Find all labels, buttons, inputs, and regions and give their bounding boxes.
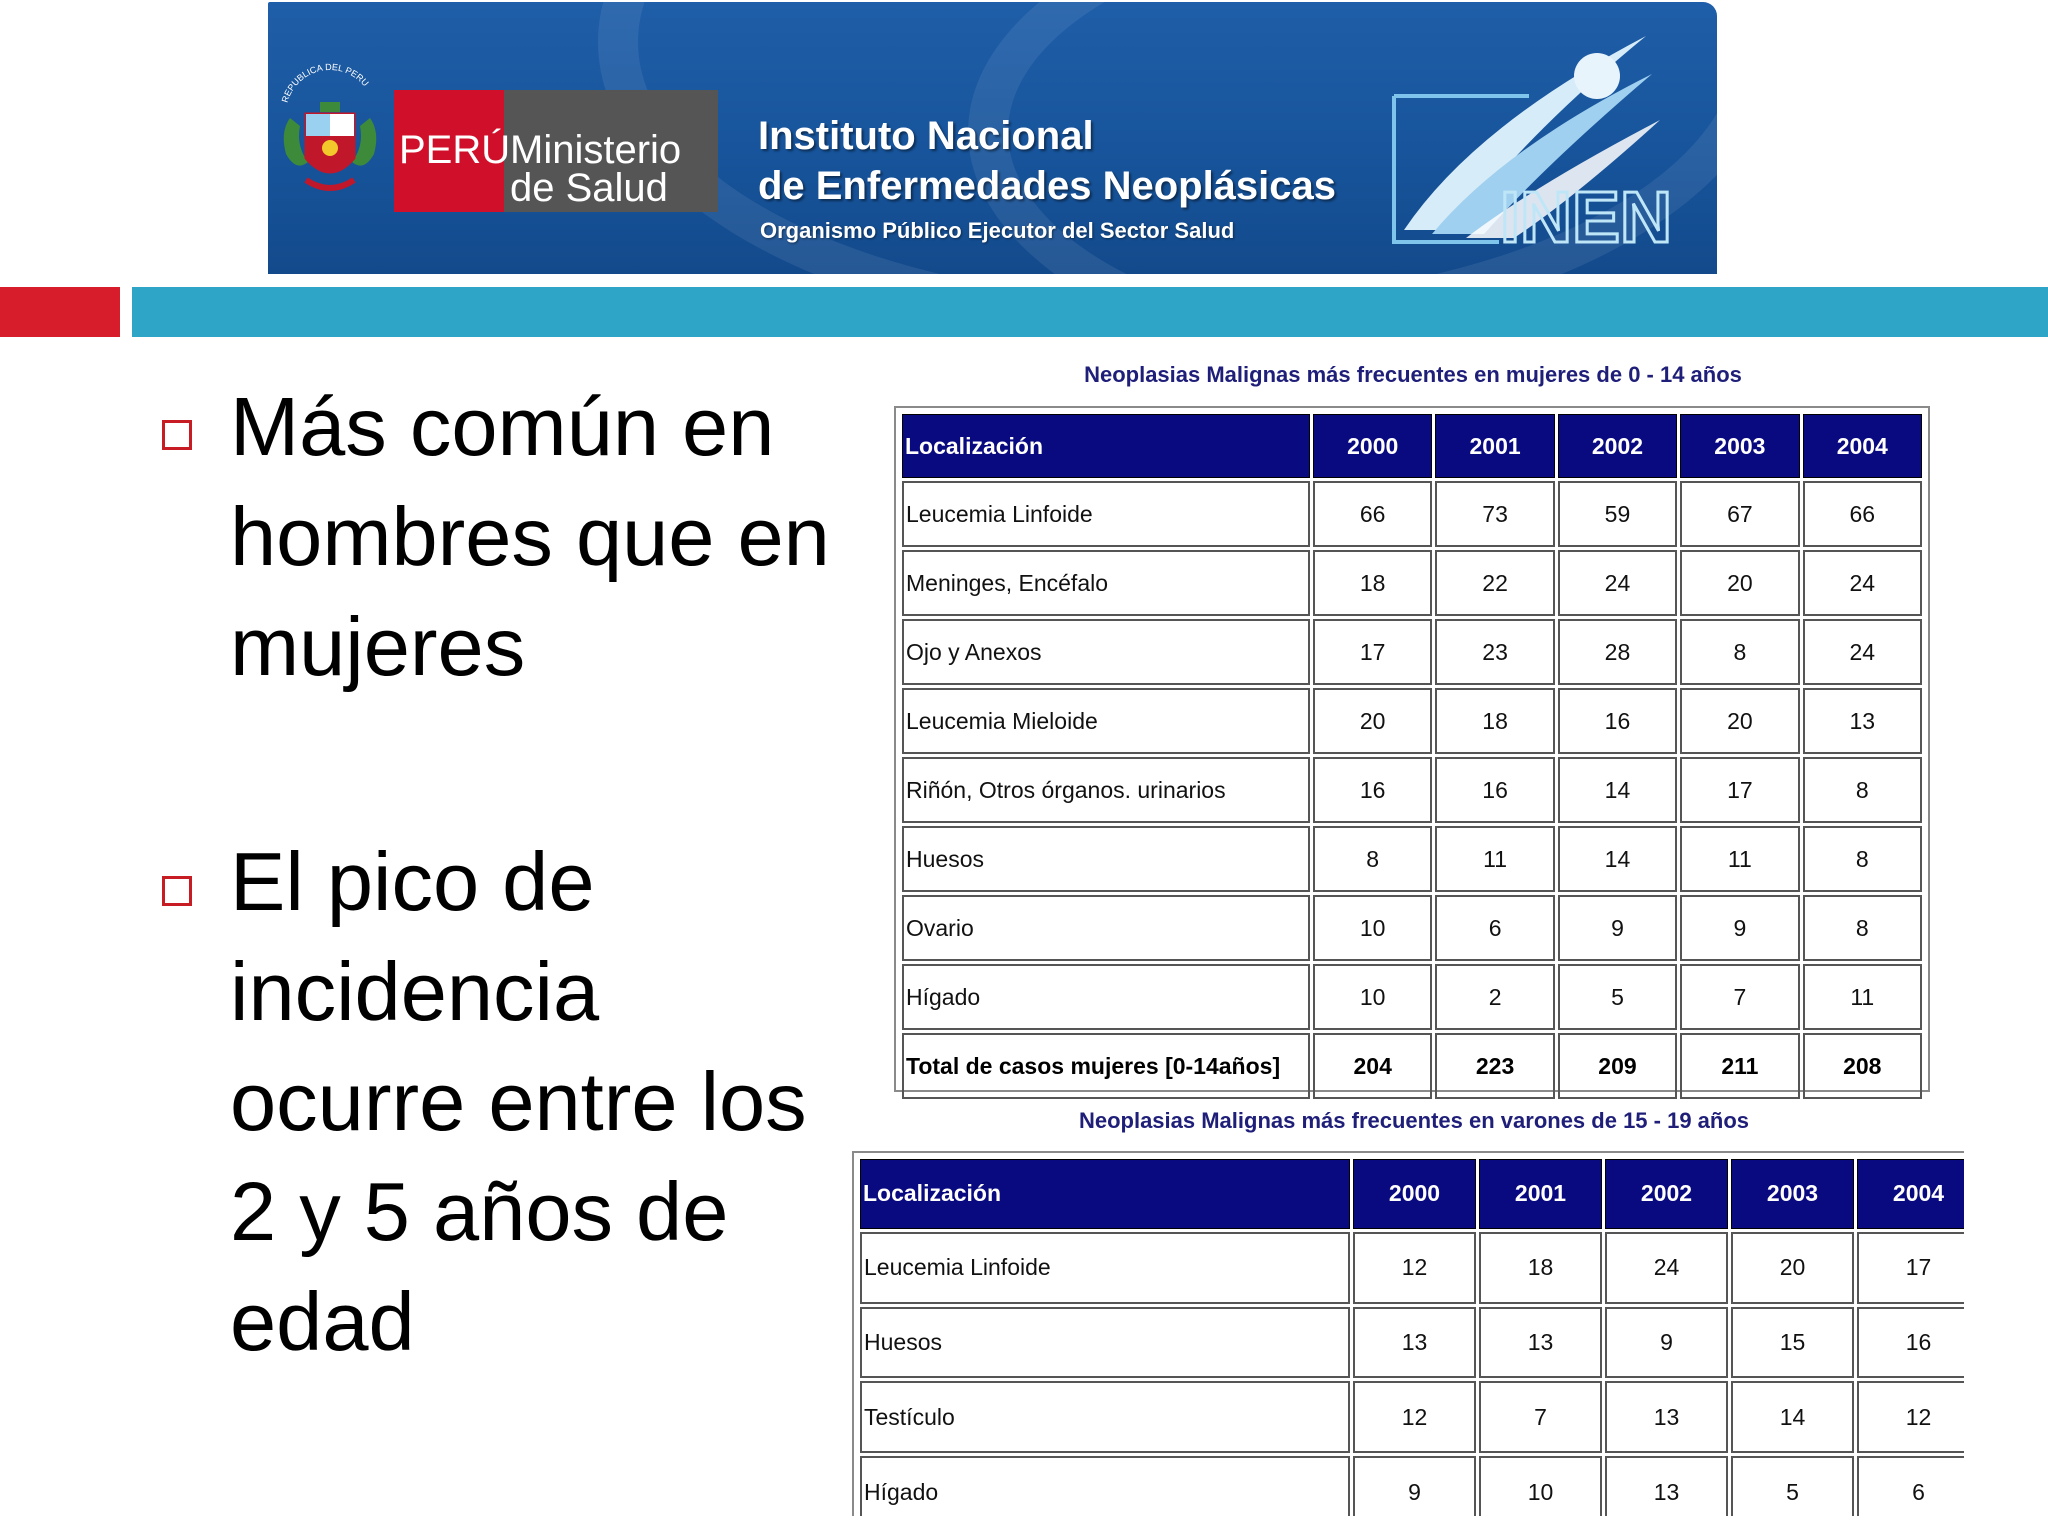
peru-wordmark: PERÚ <box>399 128 511 172</box>
table-row <box>902 757 1922 823</box>
column-header: Localización <box>860 1159 1350 1229</box>
table-cell: 11 <box>1680 826 1799 892</box>
table-row <box>860 1307 1964 1379</box>
table-cell: 73 <box>1435 481 1554 547</box>
table-cell: 5 <box>1558 964 1677 1030</box>
table-cell: 22 <box>1435 550 1554 616</box>
table-cell: 28 <box>1558 619 1677 685</box>
table-cell: 24 <box>1803 550 1922 616</box>
table-cell: 66 <box>1803 481 1922 547</box>
accent-bar-red <box>0 287 120 337</box>
table-cell: 67 <box>1680 481 1799 547</box>
table-cell: 9 <box>1353 1456 1476 1516</box>
table-cell: 16 <box>1857 1307 1964 1379</box>
column-header: 2004 <box>1803 414 1922 478</box>
table-cell: 7 <box>1680 964 1799 1030</box>
table-cell: 18 <box>1313 550 1432 616</box>
table-cell: 20 <box>1313 688 1432 754</box>
table-cell: 16 <box>1558 688 1677 754</box>
institute-subtitle: Organismo Público Ejecutor del Sector Salud <box>760 218 1235 243</box>
table-cell: 7 <box>1479 1381 1602 1453</box>
peru-coat-of-arms-icon <box>276 62 384 202</box>
table-cell: 24 <box>1605 1232 1728 1304</box>
column-header: 2003 <box>1731 1159 1854 1229</box>
column-header: 2002 <box>1558 414 1677 478</box>
column-header: 2000 <box>1353 1159 1476 1229</box>
table-cell: 13 <box>1803 688 1922 754</box>
data-table-boys-15-19 <box>852 1151 1964 1516</box>
table-row <box>902 688 1922 754</box>
table-row <box>860 1456 1964 1516</box>
table-row <box>902 826 1922 892</box>
table-cell: 20 <box>1680 550 1799 616</box>
table-row <box>902 964 1922 1030</box>
table-cell: 16 <box>1313 757 1432 823</box>
bullet-text: El pico de incidencia ocurre entre los 2 y 5 años de edad <box>230 835 807 1368</box>
table-cell: 8 <box>1680 619 1799 685</box>
table-cell: 20 <box>1731 1232 1854 1304</box>
table-cell: 59 <box>1558 481 1677 547</box>
table-cell: Ojo y Anexos <box>902 619 1310 685</box>
institute-name-line2: de Enfermedades Neoplásicas <box>758 164 1337 208</box>
table-viewport <box>852 1151 1964 1516</box>
table-cell: 20 <box>1680 688 1799 754</box>
table-cell: 8 <box>1803 757 1922 823</box>
table-cell: 10 <box>1479 1456 1602 1516</box>
table-cell: 12 <box>1353 1232 1476 1304</box>
bullet-text: Más común en hombres que en mujeres <box>230 380 830 693</box>
accent-bar-teal <box>132 287 2048 337</box>
table-cell: Huesos <box>860 1307 1350 1379</box>
table-cell: 13 <box>1353 1307 1476 1379</box>
table-cell: Hígado <box>902 964 1310 1030</box>
table-cell: 24 <box>1558 550 1677 616</box>
inen-logo-icon <box>1384 16 1714 256</box>
table-cell: Meninges, Encéfalo <box>902 550 1310 616</box>
column-header: Localización <box>902 414 1310 478</box>
table-cell: 14 <box>1731 1381 1854 1453</box>
table-cell: 12 <box>1353 1381 1476 1453</box>
table-header-row <box>902 414 1922 478</box>
table-row <box>860 1381 1964 1453</box>
table-cell: 211 <box>1680 1033 1799 1099</box>
table-cell: 17 <box>1680 757 1799 823</box>
table-cell: 9 <box>1680 895 1799 961</box>
table-cell: 209 <box>1558 1033 1677 1099</box>
table-cell: 223 <box>1435 1033 1554 1099</box>
table-row <box>902 481 1922 547</box>
bullet-square-icon <box>162 420 192 450</box>
table-cell: 208 <box>1803 1033 1922 1099</box>
table-header-row <box>860 1159 1964 1229</box>
table-cell: 12 <box>1857 1381 1964 1453</box>
table-cell: 2 <box>1435 964 1554 1030</box>
table-cell: 17 <box>1313 619 1432 685</box>
table-row <box>860 1232 1964 1304</box>
column-header: 2001 <box>1435 414 1554 478</box>
header-banner <box>268 2 1717 274</box>
seal-text: REPUBLICA DEL PERU <box>279 62 371 104</box>
table-cell: 14 <box>1558 757 1677 823</box>
table-cell: 11 <box>1435 826 1554 892</box>
ministerio-logo <box>394 90 718 212</box>
table-cell: 13 <box>1479 1307 1602 1379</box>
table-cell: 8 <box>1803 826 1922 892</box>
table-cell: Huesos <box>902 826 1310 892</box>
table-row <box>902 895 1922 961</box>
table-cell: 5 <box>1731 1456 1854 1516</box>
table-cell: 9 <box>1605 1307 1728 1379</box>
inen-wordmark: INEN <box>1500 178 1673 256</box>
table-cell: 13 <box>1605 1381 1728 1453</box>
table-cell: 14 <box>1558 826 1677 892</box>
table-cell: Testículo <box>860 1381 1350 1453</box>
svg-text:REPUBLICA DEL PERU <box>280 62 371 104</box>
table-total-row <box>902 1033 1922 1099</box>
column-header: 2002 <box>1605 1159 1728 1229</box>
column-header: 2001 <box>1479 1159 1602 1229</box>
table-cell: Leucemia Linfoide <box>902 481 1310 547</box>
ministerio-line2: de Salud <box>510 166 668 210</box>
table-caption: Neoplasias Malignas más frecuentes en varones de 15 - 19 años <box>1078 1108 1750 1133</box>
table-cell: 66 <box>1313 481 1432 547</box>
table-cell: 11 <box>1803 964 1922 1030</box>
table-row <box>902 619 1922 685</box>
table-cell: Total de casos mujeres [0-14años] <box>902 1033 1310 1099</box>
table-cell: 204 <box>1313 1033 1432 1099</box>
data-table-girls-0-14 <box>894 406 1930 1092</box>
table-cell: 24 <box>1803 619 1922 685</box>
table-cell: 17 <box>1857 1232 1964 1304</box>
column-header: 2003 <box>1680 414 1799 478</box>
table-cell: Ovario <box>902 895 1310 961</box>
table-cell: Riñón, Otros órganos. urinarios <box>902 757 1310 823</box>
table-cell: 10 <box>1313 964 1432 1030</box>
table-cell: 8 <box>1803 895 1922 961</box>
table-cell: 6 <box>1857 1456 1964 1516</box>
table-cell: 6 <box>1435 895 1554 961</box>
bullet-square-icon <box>162 876 192 906</box>
table-cell: 18 <box>1435 688 1554 754</box>
table-cell: 8 <box>1313 826 1432 892</box>
table-cell: 18 <box>1479 1232 1602 1304</box>
table-cell: 16 <box>1435 757 1554 823</box>
table-row <box>902 550 1922 616</box>
table-cell: 13 <box>1605 1456 1728 1516</box>
table-cell: 10 <box>1313 895 1432 961</box>
table-cell: Hígado <box>860 1456 1350 1516</box>
table-cell: 23 <box>1435 619 1554 685</box>
table-cell: 9 <box>1558 895 1677 961</box>
column-header: 2000 <box>1313 414 1432 478</box>
table-cell: Leucemia Linfoide <box>860 1232 1350 1304</box>
column-header: 2004 <box>1857 1159 1964 1229</box>
table-cell: Leucemia Mieloide <box>902 688 1310 754</box>
table-cell: 15 <box>1731 1307 1854 1379</box>
ministerio-line1: Ministerio <box>510 128 682 172</box>
institute-name-line1: Instituto Nacional <box>758 114 1094 158</box>
table-caption: Neoplasias Malignas más frecuentes en mujeres de 0 - 14 años <box>1084 362 1742 387</box>
